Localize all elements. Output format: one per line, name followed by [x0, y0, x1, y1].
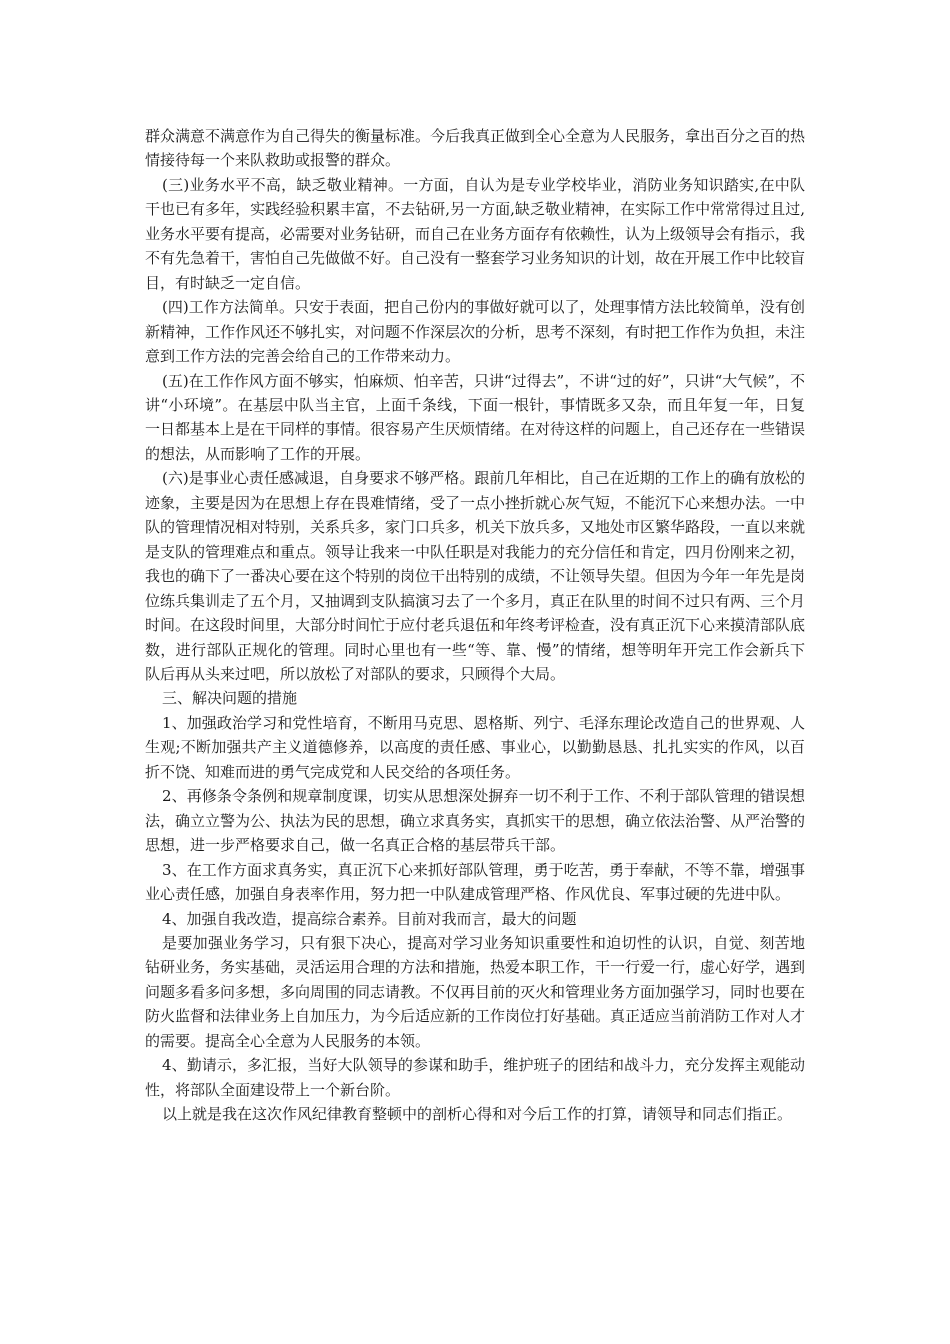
paragraph-section-6: (六)是事业心责任感减退，自身要求不够严格。跟前几年相比，自己在近期的工作上的确有放松的迹象，主要是因为在思想上存在畏难情绪，受了一点小挫折就心灰气短，不能沉下心来想办法。一中队的管理情况相对特别，关系兵多，家门口兵多，机关下放兵多，又地处市区繁华路段，一直以来就是支队的管理难点和重点。领导让我来一中队任职是对我能力的充分信任和肯定，四月份刚来之初，我也的确下了一番决心要在这个特别的岗位干出特别的成绩，不让领导失望。但因为今年一年先是岗位练兵集训走了五个月，又抽调到支队搞演习去了一个多月，真正在队里的时间不过只有两、三个月时间。在这段时间里，大部分时间忙于应付老兵退伍和年终考评检查，没有真正沉下心来摸清部队底数，进行部队正规化的管理。同时心里也有一些“等、靠、慢”的情绪，想等明年开完工作会新兵下队后再从头来过吧，所以放松了对部队的要求，只顾得个大局。	[145, 469, 806, 683]
paragraph-section-3: (三)业务水平不高，缺乏敬业精神。一方面，自认为是专业学校毕业，消防业务知识踏实,在中队干也已有多年，实践经验积累丰富，不去钻研,另一方面,缺乏敬业精神，在实际工作中常常得过且过,业务水平要有提高，必需要对业务钻研，而自己在业务方面存有依赖性，认为上级领导会有指示，我不有先急着干，害怕自己先做做不好。自己没有一整套学习业务知识的计划，故在开展工作中比较盲目，有时缺乏一定自信。	[145, 175, 806, 292]
paragraph-conclusion: 以上就是我在这次作风纪律教育整顿中的剖析心得和对今后工作的打算，请领导和同志们指正。	[162, 1105, 793, 1124]
document-page	[145, 124, 805, 1127]
paragraph-measure-1: 1、加强政治学习和党性培育，不断用马克思、恩格斯、列宁、毛泽东理论改造自己的世界观、人生观;不断加强共产主义道德修养，以高度的责任感、事业心，以勤勤恳恳、扎扎实实的作风，以百折不饶、知难而进的勇气完成党和人民交给的各项任务。	[145, 713, 805, 781]
paragraph-section-5: (五)在工作作风方面不够实，怕麻烦、怕辛苦，只讲“过得去”，不讲“过的好”，只讲“大气候”，不讲“小环境”。在基层中队当主官，上面千条线，下面一根针，事情既多又杂，而且年复一年，日复一日都基本上是在干同样的事情。很容易产生厌烦情绪。在对待这样的问题上，自己还存在一些错误的想法，从而影响了工作的开展。	[145, 371, 806, 463]
section-heading-measures: 三、解决问题的措施	[162, 689, 298, 708]
paragraph-measure-4b: 4、勤请示，多汇报，当好大队领导的参谋和助手，维护班子的团结和战斗力，充分发挥主观能动性，将部队全面建设带上一个新台阶。	[145, 1056, 805, 1099]
paragraph-measure-2: 2、再修条令条例和规章制度课，切实从思想深处摒弃一切不利于工作、不利于部队管理的错误想法，确立立警为公、执法为民的思想，确立求真务实，真抓实干的思想，确立依法治警、从严治警的思想，进一步严格要求自己，做一名真正合格的基层带兵干部。	[145, 787, 806, 855]
paragraph-measure-4-intro: 4、加强自我改造，提高综合素养。目前对我而言，最大的问题	[162, 909, 577, 928]
paragraph-measure-4-body: 是要加强业务学习，只有狠下决心，提高对学习业务知识重要性和迫切性的认识，自觉、刻苦地钻研业务，务实基础，灵活运用合理的方法和措施，热爱本职工作，干一行爱一行，虚心好学，遇到问题多看多问多想，多向周围的同志请教。不仅再目前的灭火和管理业务方面加强学习，同时也要在防火监督和法律业务上自加压力，为今后适应新的工作岗位打好基础。真正适应当前消防工作对人才的需要。提高全心全意为人民服务的本领。	[145, 933, 806, 1050]
paragraph-continued-text: 群众满意不满意作为自己得失的衡量标准。今后我真正做到全心全意为人民服务，拿出百分之百的热情接待每一个来队救助或报警的群众。	[145, 127, 806, 170]
paragraph-measure-3: 3、在工作方面求真务实，真正沉下心来抓好部队管理，勇于吃苦，勇于奉献，不等不靠，增强事业心责任感，加强自身表率作用，努力把一中队建成管理严格、作风优良、军事过硬的先进中队。	[145, 860, 805, 904]
paragraph-section-4: (四)工作方法简单。只安于表面，把自己份内的事做好就可以了，处理事情方法比较简单，没有创新精神，工作作风还不够扎实，对问题不作深层次的分析，思考不深刻，有时把工作作为负担，未注意到工作方法的完善会给自己的工作带来动力。	[145, 298, 806, 366]
